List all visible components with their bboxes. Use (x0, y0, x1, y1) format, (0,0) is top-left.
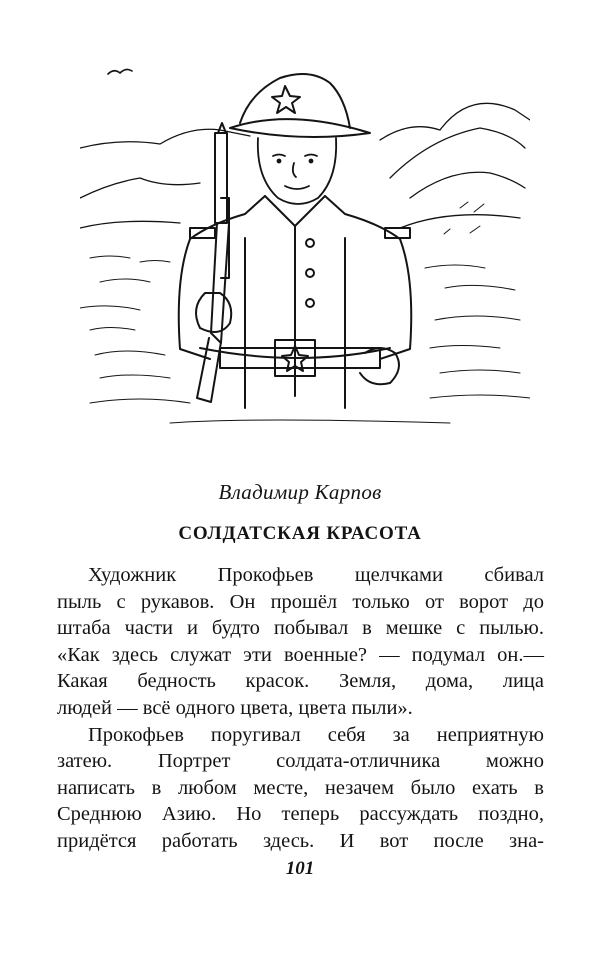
text-line: штаба части и будто побывал в мешке с пылью. (57, 617, 544, 640)
ground (170, 420, 450, 423)
mountains (80, 103, 530, 228)
page-number: 101 (285, 858, 315, 879)
text-line: Среднюю Азию. Но теперь рассуждать поздно, (57, 803, 544, 826)
text-line: затею. Портрет солдата-отличника можно (57, 750, 544, 773)
text-line: людей — всё одного цвета, цвета пыли». (57, 696, 413, 719)
hat (230, 74, 370, 137)
story-title: СОЛДАТСКАЯ КРАСОТА (178, 523, 422, 544)
text-line: Какая бедность красок. Земля, дома, лица (57, 670, 544, 693)
author-name: Владимир Карпов (218, 480, 382, 504)
face (258, 138, 336, 204)
soldier-illustration (80, 28, 530, 428)
text-line: «Как здесь служат эти военные? — подумал он.— (57, 643, 544, 666)
rifle (197, 123, 229, 402)
hands (196, 293, 399, 384)
text-line: пыль с рукавов. Он прошёл только от ворот до (57, 590, 544, 613)
text-line: Художник Прокофьев щелчками сбивал (88, 564, 544, 586)
landscape-hatching (80, 202, 530, 403)
text-line: Прокофьев поругивал себя за неприятную (88, 723, 544, 746)
text-line: написать в любом месте, незачем было ехать в (57, 776, 544, 799)
bird-icon (108, 69, 132, 74)
text-line: придётся работать здесь. И вот после зна- (57, 829, 544, 852)
body-text (57, 562, 544, 855)
